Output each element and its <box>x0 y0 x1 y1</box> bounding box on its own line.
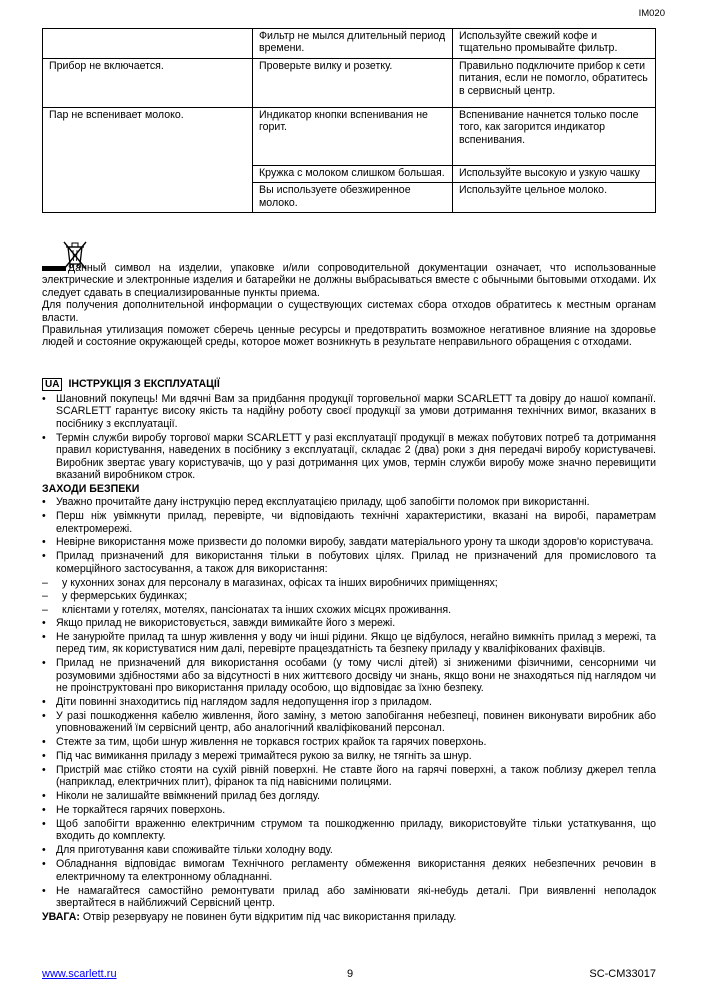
product-code: SC-CM33017 <box>589 968 656 980</box>
table-cell: Используйте высокую и узкую чашку <box>453 165 656 182</box>
warning-note: УВАГА: Отвір резервуару не повинен бути відкритим під час використання приладу. <box>42 910 457 923</box>
list-item: • Шановний покупець! Ми вдячні Вам за придбання продукції торговельної марки SCARLETT та довіру до нашої компанії. SCARLETT гарантує високу якість та надійну роботу своєї продукції за умови дотримання технічних вимог, вказаних в посібнику з експлуатації. <box>42 393 656 430</box>
table-cell: Индикатор кнопки вспенивания не горит. <box>253 107 453 165</box>
list-item: • Стежте за тим, щоби шнур живлення не торкався гострих крайок та гарячих поверхонь. <box>42 736 487 749</box>
troubleshooting-table <box>42 28 656 213</box>
table-row <box>43 107 656 165</box>
disposal-paragraph: Правильная утилизация поможет сберечь ценные ресурсы и предотвратить возможное негативное влияние на здоровье людей и состояние окружающей среды, которое может возникнуть в результате неправильного обращения с отходами. <box>42 324 656 349</box>
list-item: • Уважно прочитайте дану інструкцію перед експлуатацією приладу, щоб запобігти поломок при використанні. <box>42 496 590 509</box>
list-item: • Перш ніж увімкнути прилад, перевірте, чи відповідають технічні характеристики, вказані на виробі, параметрам електромережі. <box>42 510 656 535</box>
safety-heading: ЗАХОДИ БЕЗПЕКИ <box>42 482 140 495</box>
table-cell: Фильтр не мылся длительный период времени. <box>253 29 453 59</box>
dash-item: – клієнтами у готелях, мотелях, пансіонатах та інших схожих місцях проживання. <box>42 603 452 616</box>
disposal-paragraph: Для получения дополнительной информации о существующих системах сбора отходов обратитесь к местным органам власти. <box>42 299 656 324</box>
black-bar-icon <box>42 266 66 271</box>
list-item: • У разі пошкодження кабелю живлення, його заміну, з метою запобігання небезпеці, повинен виконувати виробник або уповноважений їм сервісний центр, або аналогічний кваліфікований персонал. <box>42 709 656 735</box>
page-footer <box>42 968 656 982</box>
table-cell: Проверьте вилку и розетку. <box>253 58 453 107</box>
disposal-paragraph: Данный символ на изделии, упаковке и/или сопроводительной документации означает, что использованные электрические и электронные изделия и батарейки не должны выбрасываться вместе с обычными бытовыми отходами. Их следует сдавать в специализированные пункты приема. <box>42 262 656 299</box>
table-row <box>43 58 656 107</box>
list-item: • Щоб запобігти враженню електричним струмом та пошкодженню приладу, використовуйте тільки устаткування, що входить до комплекту. <box>42 818 656 843</box>
disposal-notice <box>42 262 656 349</box>
table-row <box>43 165 656 182</box>
ua-instructions <box>42 393 656 923</box>
list-item: • Не намагайтеся самостійно ремонтувати прилад або замінювати які-небудь деталі. При виявленні неполадок звертайтеся в найближчий Сервісний центр. <box>42 884 656 909</box>
list-item: • Ніколи не залишайте ввімкнений прилад без догляду. <box>42 790 320 803</box>
table-row <box>43 29 656 59</box>
dash-item: – у фермерських будинках; <box>42 590 188 603</box>
table-cell: Пар не вспенивает молоко. <box>43 107 253 165</box>
table-cell: Прибор не включается. <box>43 58 253 107</box>
table-cell: Вспенивание начнется только после того, как загорится индикатор вспенивания. <box>453 107 656 165</box>
list-item: • Прилад призначений для використання тільки в побутових цілях. Прилад не призначений для промислового та комерційного застосування, а також для використання: <box>42 550 656 575</box>
list-item: • Пристрій має стійко стояти на сухій рівній поверхні. Не ставте його на гарячі поверхні, а також поблизу джерел тепла (наприклад, електричних плит), фіранок та під навісними полицями. <box>42 763 656 789</box>
list-item: • Для приготування кави споживайте тільки холодну воду. <box>42 844 333 857</box>
list-item: • Якщо прилад не використовується, завжди вимикайте його з мережі. <box>42 616 396 629</box>
model-code: IM020 <box>638 8 665 19</box>
table-cell: Используйте цельное молоко. <box>453 183 656 213</box>
table-cell: Кружка с молоком слишком большая. <box>253 165 453 182</box>
table-cell <box>43 183 253 213</box>
website-link[interactable]: www.scarlett.ru <box>42 968 117 980</box>
table-cell <box>43 29 253 59</box>
section-title: ІНСТРУКЦІЯ З ЕКСПЛУАТАЦІЇ <box>68 378 220 391</box>
list-item: • Під час вимикання приладу з мережі тримайтеся рукою за вилку, не тягніть за шнур. <box>42 749 472 762</box>
list-item: • Не торкайтеся гарячих поверхонь. <box>42 804 226 817</box>
table-cell: Используйте свежий кофе и тщательно промывайте фильтр. <box>453 29 656 59</box>
list-item: • Невірне використання може призвести до поломки виробу, завдати матеріального урону та шкоди здоров'ю користувача. <box>42 536 654 549</box>
list-item: • Обладнання відповідає вимогам Технічного регламенту обмеження використання деяких небезпечних речовин в електричному та електронному обладнанні. <box>42 858 656 883</box>
list-item: • Прилад не призначений для використання особами (у тому числі дітей) зі зниженими фізичними, сенсорними чи розумовими здібностями або за відсутності в них життєвого досвіду чи знань, якщо вони не знаходяться під наглядом чи не проінструктовані про використання приладу особою, що відповідає за їхню безпеку. <box>42 657 656 694</box>
list-item: • Діти повинні знаходитись під наглядом задля недопущення ігор з приладом. <box>42 695 432 708</box>
table-cell: Правильно подключите прибор к сети питания, если не помогло, обратитесь в сервисный центр. <box>453 58 656 107</box>
ua-section-heading <box>42 378 656 391</box>
table-row <box>43 183 656 213</box>
page-number: 9 <box>347 968 354 980</box>
table-cell: Вы используете обезжиренное молоко. <box>253 183 453 213</box>
list-item: • Не занурюйте прилад та шнур живлення у воду чи інші рідини. Якщо це відбулося, негайно вимкніть прилад з мережі, та перед тим, як користуватися ним далі, перевірте працездатність та безпеку приладу у кваліфікованих фахівців. <box>42 630 656 656</box>
table-cell <box>43 165 253 182</box>
list-item: • Термін служби виробу торгової марки SCARLETT у разі експлуатації продукції в межах побутових потреб та дотримання правил користування, наведених в посібнику з експлуатації, складає 2 (два) роки з дня передачі виробу користувачеві. Виробник звертає увагу користувачів, що у разі дотримання цих умов, термін служби виробу може значно перевищити вказаний виробником строк. <box>42 431 656 481</box>
dash-item: – у кухонних зонах для персоналу в магазинах, офісах та інших виробничих приміщеннях; <box>42 576 498 589</box>
language-badge: UA <box>42 378 62 391</box>
